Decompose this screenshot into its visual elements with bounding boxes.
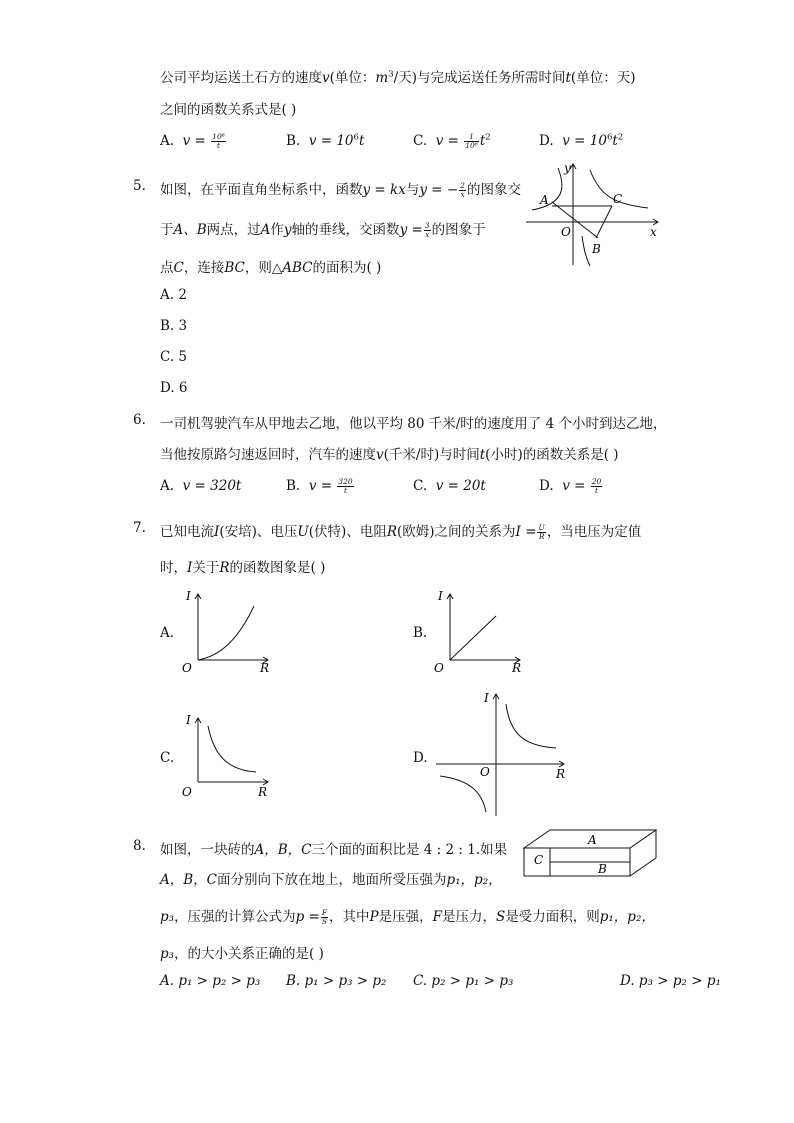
q5-option-a[interactable]: A. 2: [160, 287, 187, 303]
q5-option-c[interactable]: C. 5: [160, 349, 188, 365]
q5-stem-line1: 如图，在平面直角坐标系中，函数y = kx与y = − $\frac{2}{x}$ 的图象交: [160, 181, 521, 199]
svg-text:I: I: [438, 589, 443, 603]
q4-option-d[interactable]: D. $v = 10^6t^2$: [539, 132, 624, 149]
svg-text:R: R: [512, 661, 522, 675]
q4-stem-line1: 公司平均运送土石方的速度v(单位：$m^3/$天)与完成运送任务所需时间t(单位：天): [160, 69, 636, 86]
q6-number: 6.: [133, 412, 146, 428]
q6-stem-line1: 一司机驾驶汽车从甲地去乙地，他以平均 80 千米/时的速度用了 4 个小时到达乙地，: [160, 416, 667, 432]
q7-graph-b[interactable]: [432, 588, 528, 678]
q7-option-d-label[interactable]: D.: [413, 750, 428, 766]
q5-coordinate-figure: [520, 158, 670, 270]
q8-option-b[interactable]: B. p₁ > p₃ > p₂: [286, 973, 387, 989]
q8-brick-label-c: C: [534, 853, 544, 867]
svg-text:O: O: [480, 765, 490, 779]
svg-text:O: O: [434, 661, 444, 675]
q4-option-b[interactable]: B. $v = 10^6t$: [286, 132, 365, 149]
q5-fig-label-c: C: [613, 192, 623, 206]
q5-fig-label-a: A: [540, 193, 549, 207]
q7-number: 7.: [133, 520, 146, 536]
q8-stem-line2: A，B，C面分别向下放在地上，地面所受压强为p₁，p₂，: [160, 872, 502, 888]
svg-text:O: O: [182, 785, 192, 799]
q5-fig-label-x: x: [650, 225, 657, 239]
q8-option-a[interactable]: A. p₁ > p₂ > p₃: [160, 973, 261, 989]
svg-text:O: O: [182, 661, 192, 675]
q7-graph-d[interactable]: [430, 688, 570, 820]
q8-number: 8.: [133, 838, 146, 854]
q5-option-d[interactable]: D. 6: [160, 380, 188, 396]
q8-stem-line1: 如图，一块砖的A，B，C三个面的面积比是 4 : 2 : 1.如果: [160, 842, 508, 858]
q6-option-a[interactable]: A. v = 320t: [160, 478, 242, 494]
q8-brick-label-a: A: [588, 833, 597, 847]
q7-graph-a[interactable]: [180, 588, 276, 678]
q5-fig-label-o: O: [561, 225, 571, 239]
svg-text:R: R: [258, 785, 268, 799]
svg-text:I: I: [186, 589, 191, 603]
q7-stem-line2: 时，I关于R的函数图象是( ): [160, 560, 326, 576]
q5-option-b[interactable]: B. 3: [160, 318, 188, 334]
q6-stem-line2: 当他按原路匀速返回时，汽车的速度v(千米/时)与时间t(小时)的函数关系是( ): [160, 447, 619, 463]
svg-text:R: R: [260, 661, 270, 675]
q8-brick-figure: [522, 826, 662, 882]
svg-text:R: R: [556, 767, 566, 781]
q8-stem-line3: p₃，压强的计算公式为p = $\frac{F}{S}$ ，其中P是压强，F是压力，S是受力面积，则p₁，p₂，: [160, 908, 655, 926]
q4-stem-line2: 之间的函数关系式是( ): [160, 102, 297, 118]
q5-stem-line3: 点C，连接BC，则△ABC的面积为( ): [160, 260, 382, 276]
q7-stem-line1: 已知电流I(安培)、电压U(伏特)、电阻R(欧姆)之间的关系为I = $\frac{U}{R}$ ，当电压为定值: [160, 523, 642, 541]
q6-option-c[interactable]: C. v = 20t: [413, 478, 486, 494]
q8-stem-line4: p₃，的大小关系正确的是( ): [160, 946, 324, 962]
q6-option-d[interactable]: D. v = $\frac{20}{t}$: [539, 477, 602, 495]
q8-option-d[interactable]: D. p₃ > p₂ > p₁: [620, 973, 721, 989]
q7-option-b-label[interactable]: B.: [413, 625, 428, 641]
q8-brick-label-b: B: [598, 862, 607, 876]
q7-option-a-label[interactable]: A.: [160, 625, 175, 641]
q5-fig-label-b: B: [592, 242, 601, 256]
q6-option-b[interactable]: B. v = $\frac{320}{t}$: [286, 477, 353, 495]
q7-graph-c[interactable]: [180, 712, 276, 802]
svg-text:I: I: [484, 691, 489, 705]
q4-option-c[interactable]: C. v = $\frac{1}{\text{10⁶}}$ $t^2$: [413, 132, 491, 150]
q5-stem-line2: 于A、B两点，过A作y轴的垂线，交函数y = $\frac{3}{x}$ 的图象于: [160, 221, 486, 239]
q4-option-a[interactable]: A. v = $\frac{\text{10⁶}}{t}$: [160, 132, 225, 150]
q5-fig-label-y: y: [564, 161, 571, 175]
q5-number: 5.: [133, 178, 146, 194]
q8-option-c[interactable]: C. p₂ > p₁ > p₃: [413, 973, 514, 989]
svg-text:I: I: [186, 713, 191, 727]
q7-option-c-label[interactable]: C.: [160, 750, 175, 766]
